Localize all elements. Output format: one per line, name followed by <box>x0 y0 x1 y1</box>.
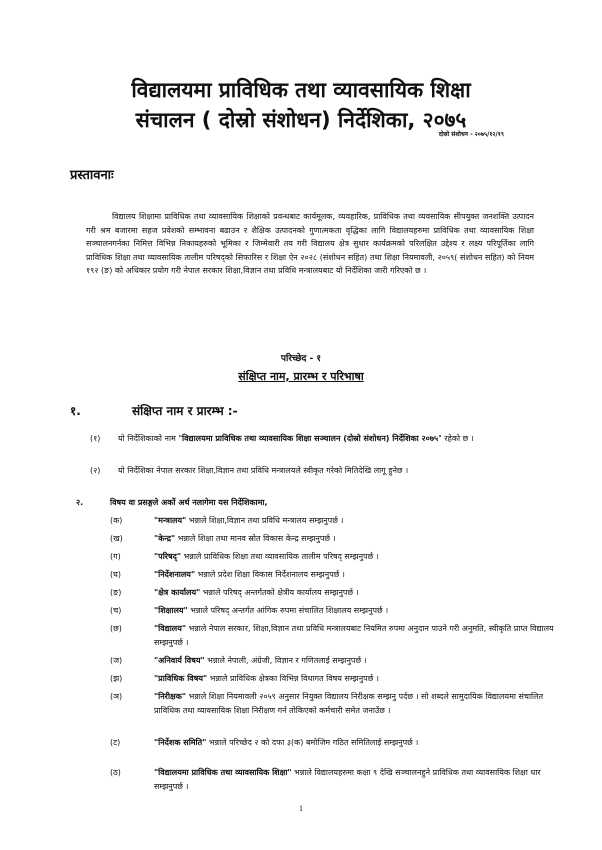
item-marker: (ङ) <box>110 588 122 597</box>
item-text: "केन्द्र" भन्नाले शिक्षा तथा मानव स्रोत विकास केन्द्र सम्झनुपर्छ । <box>154 534 336 543</box>
item-marker: (च) <box>110 606 122 615</box>
item-marker: (घ) <box>110 570 121 579</box>
page-number: 1 <box>299 804 303 813</box>
item-text: "विद्यालयमा प्राविधिक तथा व्यावसायिक शिक्षा" भन्नाले विद्यालयहरुमा कक्षा ९ देखि सञ्चालनहुने प्राविधिक तथा व्यावसायिक शिक्षा धार सम्झनुपर्छ । <box>154 768 541 791</box>
section1-item <box>90 432 550 462</box>
item-marker: (झ) <box>110 674 123 683</box>
item-text: "प्राविधिक विषय" भन्नाले प्राविधिक क्षेत्रका विभिन्न विधागत विषय सम्झनुपर्छ । <box>154 674 379 683</box>
item-text: "शिक्षालय" भन्नाले परिषद् अन्तर्गत आंगिक रुपमा संचालित शिक्षालय सम्झनुपर्छ । <box>154 606 389 615</box>
section1-title: संक्षिप्त नाम र प्रारम्भ :- <box>132 404 238 418</box>
item-marker: (१) <box>90 434 101 443</box>
item-marker: (ज) <box>110 656 123 665</box>
item-marker: (ग) <box>110 552 121 561</box>
section1-item <box>90 464 550 494</box>
section2-number: २. <box>76 498 84 507</box>
item-text: "निर्देशनालय" भन्नाले प्रदेश शिक्षा विकास निर्देशनालय सम्झनुपर्छ । <box>154 570 345 579</box>
item-text: "विद्यालय" भन्नाले नेपाल सरकार, शिक्षा,विज्ञान तथा प्रविधि मन्त्रालयबाट नियमित रुपमा अनुदान पाउने गरी अनुमति, स्वीकृति प्राप्त विद्यालय सम्झनुपर्छ । <box>154 624 554 647</box>
chapter-title: संक्षिप्त नाम, प्रारम्भ र परिभाषा <box>238 370 364 383</box>
item-marker: (ञ) <box>110 692 123 701</box>
item-marker: (ट) <box>110 738 121 747</box>
document-title-line1: विद्यालयमा प्राविधिक तथा व्यावसायिक शिक्षा <box>131 78 471 102</box>
item-marker: (छ) <box>110 624 122 633</box>
item-text: "क्षेत्र कार्यालय" भन्नाले परिषद् अन्तर्गतको क्षेत्रीय कार्यालय सम्झनुपर्छ । <box>154 588 359 597</box>
item-marker: (ख) <box>110 534 123 543</box>
amendment-note: दोस्रो संशोधन - २०७५/१२/१९ <box>438 131 504 138</box>
section2-title: विषय वा प्रसङ्गले अर्को अर्थ नलागेमा यस निर्देशिकामा, <box>110 498 268 507</box>
section1-number: १. <box>70 404 81 418</box>
item-text: यो निर्देशिका नेपाल सरकार शिक्षा,विज्ञान तथा प्रविधि मन्त्रालयले स्वीकृत गरेको मितिदेखि लागू हुनेछ । <box>118 466 409 475</box>
item-marker: (ठ) <box>110 768 121 777</box>
preamble-paragraph: विद्यालय शिक्षामा प्राविधिक तथा व्यावसायिक शिक्षाको प्रवन्धबाट कार्यमूलक, व्यवहारिक, प्राविधिक तथा व्यवसायिक सीपयुक्त जनशक्ति उत्पादन गरी श्रम बजारमा सहज प्रवेशको सम्भावना बढाउन र शैक्षिक उत्पादनको गुणात्मकता वृद्धिका लागि विद्यालयहरुमा प्राविधिक तथा व्यावसायिक शिक्षा सञ्चालनगर्नका निमित्त विभिन्न निकायहरुको भूमिका र जिम्मेवारी तय गरी विद्यालय क्षेत्र सुधार कार्यक्रमको परिलक्षित उद्देश्य र लक्ष्य परिपूर्तिका लागि प्राविधिक शिक्षा तथा व्यावसायिक तालीम परिषद्को सिफारिस र शिक्षा ऐन २०२८ (संशोधन सहित) तथा शिक्षा नियमावली, २०५९( संशोधन सहित) को नियम १९२ (ङ) को अधिकार प्रयोग गरी नेपाल सरकार शिक्षा,विज्ञान तथा प्रविधि मन्त्रालयबाट यो निर्देशिका जारी गरिएको छ । <box>86 212 534 275</box>
item-text: "मन्त्रालय" भन्नाले शिक्षा,विज्ञान तथा प्रविधि मन्त्रालय सम्झनुपर्छ । <box>154 516 344 525</box>
item-text: "परिषद्" भन्नाले प्राविधिक शिक्षा तथा व्यावसायिक तालीम परिषद् सम्झनुपर्छ । <box>154 552 379 561</box>
item-marker: (क) <box>110 516 123 525</box>
preamble-heading: प्रस्तावनाः <box>70 168 114 183</box>
item-marker: (२) <box>90 466 101 475</box>
item-text: "निरीक्षक" भन्नाले शिक्षा नियमावली २०५९ अनुसार नियुक्त विद्यालय निरीक्षक सम्झनु पर्दछ । सो शब्दले सामुदायिक विद्यालयमा संचालित प्राविधिक तथा व्यावसायिक शिक्षा निरीक्षण गर्न तोकिएको कर्मचारी समेत जनाउँछ । <box>154 692 544 715</box>
item-text: यो निर्देशिकाको नाम "विद्यालयमा प्राविधिक तथा व्यावसायिक शिक्षा सञ्चालन (दोस्रो संशोधन) निर्देशिका २०७५" रहेको छ । <box>118 434 474 443</box>
item-text: "अनिवार्य विषय" भन्नाले नेपाली, अंग्रेजी, विज्ञान र गणितलाई सम्झनुपर्छ । <box>154 656 367 665</box>
document-title-line2: संचालन ( दोस्रो संशोधन) निर्देशिका, २०७५ <box>135 108 467 132</box>
chapter-label: परिच्छेद - १ <box>280 354 322 364</box>
item-text: "निर्देशक समिति" भन्नाले परिच्छेद २ को दफा ३(क) बमोजिम गठित समितिलाई सम्झनुपर्छ । <box>154 738 419 747</box>
